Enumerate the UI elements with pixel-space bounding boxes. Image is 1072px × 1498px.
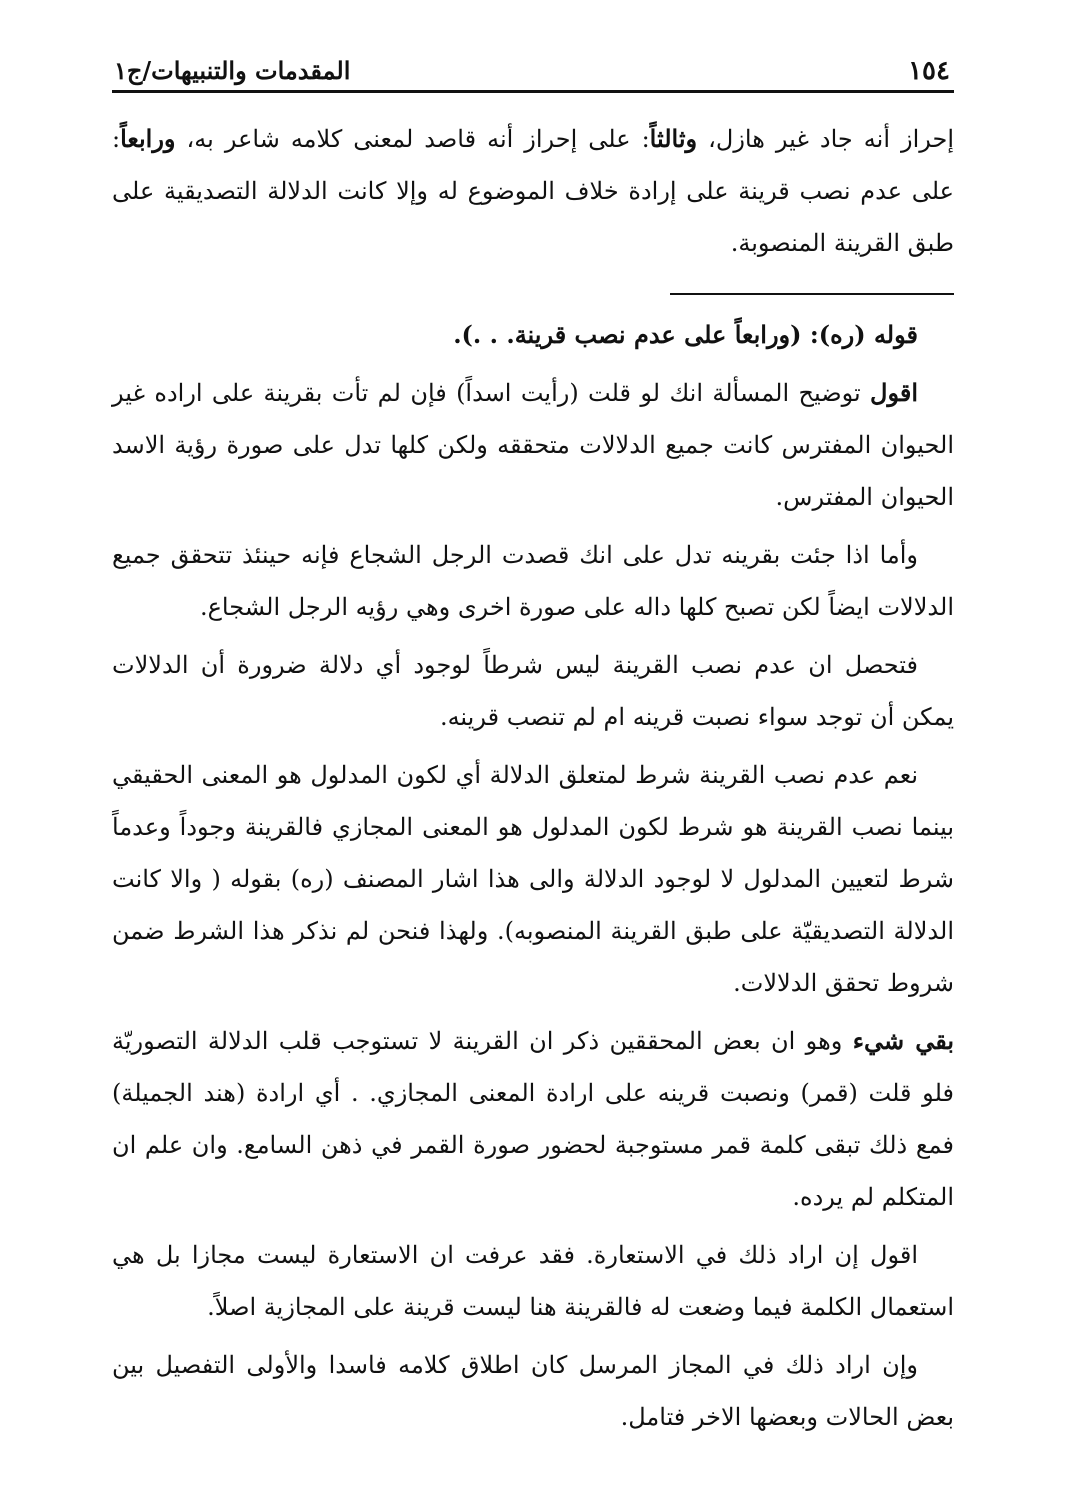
page-header <box>112 40 954 93</box>
commentary-paragraph-4: نعم عدم نصب القرينة شرط لمتعلق الدلالة أي لكون المدلول هو المعنى الحقيقي بينما نصب القرينة هو شرط لكون المدلول هو المعنى المجازي فالقرينة وجوداً وعدماً شرط لتعيين المدلول لا لوجود الدلالة والى هذا اشار المصنف (ره) بقوله ( والا كانت الدلالة التصديقيّة على طبق القرينة المنصوبه). ولهذا فنحن لم نذكر هذا الشرط ضمن شروط تحقق الدلالات. <box>112 761 954 997</box>
running-title: المقدمات والتنبيهات/ج١ <box>114 56 351 85</box>
commentary-paragraph-7: وإن اراد ذلك في المجاز المرسل كان اطلاق كلامه فاسدا والأولى التفصيل بين بعض الحالات وبعضها الاخر فتامل. <box>112 1351 954 1431</box>
footnote-separator <box>670 293 954 295</box>
main-text <box>112 113 954 269</box>
paragraph-text: وهو ان بعض المحققين ذكر ان القرينة لا تستوجب قلب الدلالة التصوريّة فلو قلت (قمر) ونصبت قرينه على ارادة المعنى المجازي. . أي ارادة (هند الجميلة) فمع ذلك تبقى كلمة قمر مستوجبة لحضور صورة القمر في ذهن السامع. وان علم ان المتكلم لم يرده. <box>112 1027 954 1211</box>
main-text-part1: إحراز أنه جاد غير هازل، <box>708 125 954 153</box>
book-page <box>112 40 954 1449</box>
paragraph-text: توضيح المسألة انك لو قلت (رأيت اسداً) فإن لم تأت بقرينة على اراده غير الحيوان المفترس كانت جميع الدلالات متحققه ولكن كلها تدل على صورة رؤية الاسد الحيوان المفترس. <box>112 379 954 511</box>
commentary-paragraph-6: اقول إن اراد ذلك في الاستعارة. فقد عرفت ان الاستعارة ليست مجازا بل هي استعمال الكلمة فيما وضعت له فالقرينة هنا ليست قرينة على المجازية اصلاً. <box>112 1241 954 1321</box>
paragraph-lead: اقول <box>870 378 918 407</box>
paragraph-lead: بقي شيء <box>852 1026 955 1055</box>
commentary-heading: قوله (ره): (ورابعاً على عدم نصب قرينة. . .). <box>453 320 918 349</box>
commentary-paragraph-5 <box>112 1015 954 1223</box>
main-text-part3: : على عدم نصب قرينة على إرادة خلاف الموضوع له وإلا كانت الدلالة التصديقية على طبق القرينة المنصوبة. <box>112 125 954 257</box>
commentary-paragraph-1 <box>112 367 954 523</box>
fourth-label: ورابعاً <box>120 124 176 153</box>
commentary-paragraph-2: وأما اذا جئت بقرينه تدل على انك قصدت الرجل الشجاع فإنه حينئذ تتحقق جميع الدلالات ايضاً لكن تصبح كلها داله على صورة اخرى وهي رؤيه الرجل الشجاع. <box>112 541 954 621</box>
main-text-part2: : على إحراز أنه قاصد لمعنى كلامه شاعر به، <box>186 125 650 153</box>
commentary <box>112 309 954 1443</box>
third-label: وثالثاً <box>649 124 698 153</box>
commentary-paragraph-3: فتحصل ان عدم نصب القرينة ليس شرطاً لوجود أي دلالة ضرورة أن الدلالات يمكن أن توجد سواء نصبت قرينه ام لم تنصب قرينه. <box>112 651 954 731</box>
page-number: ١٥٤ <box>908 56 950 86</box>
